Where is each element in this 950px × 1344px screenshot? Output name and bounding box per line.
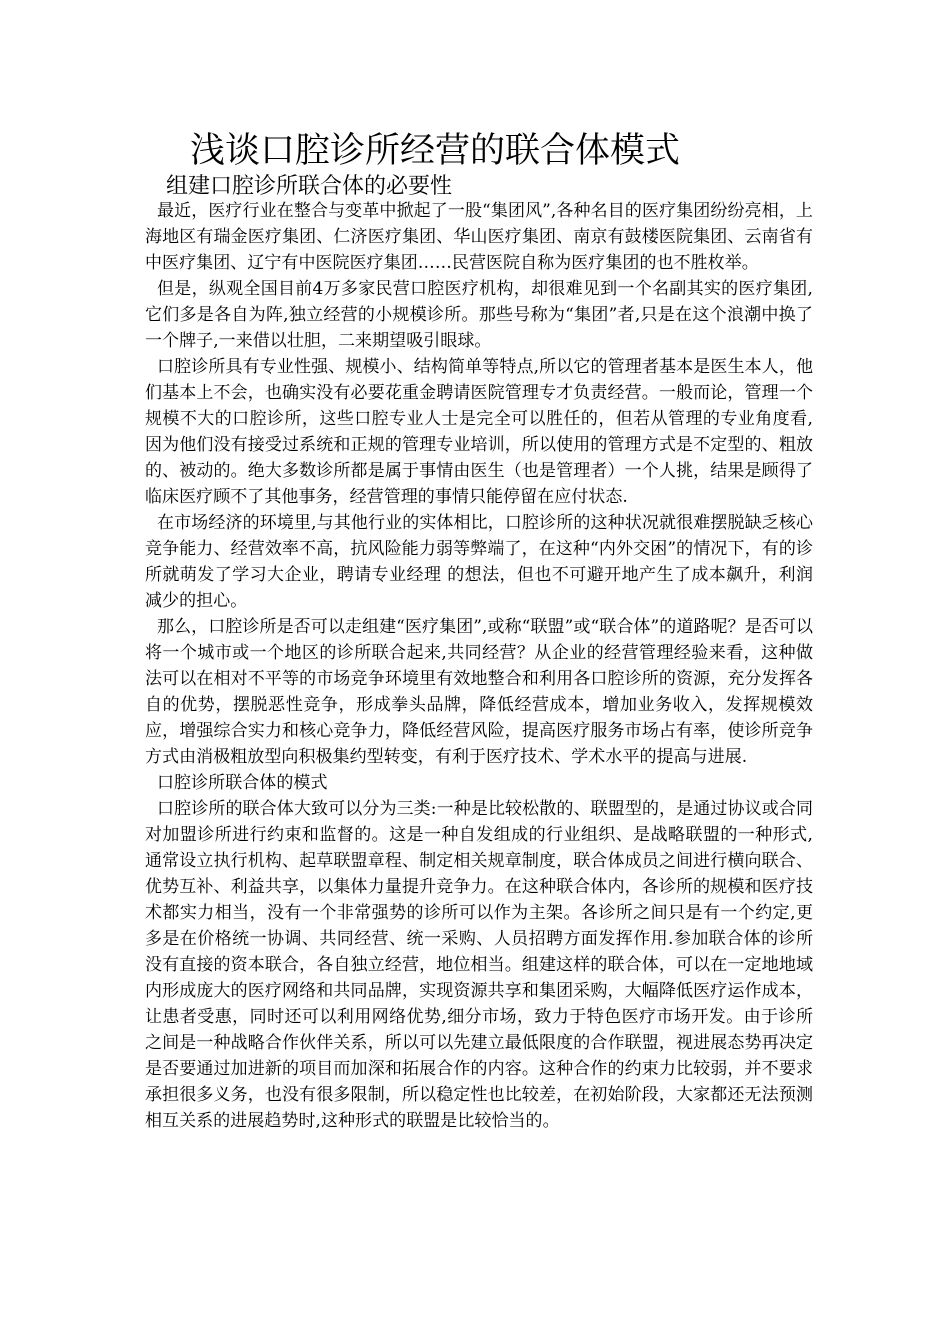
document-body (145, 198, 813, 1134)
document-title: 浅谈口腔诊所经营的联合体模式 (190, 131, 681, 171)
paragraph: 在市场经济的环境里,与其他行业的实体相比，口腔诊所的这种状况就很难摆脱缺乏核心竞争能力、经营效率不高，抗风险能力弱等弊端了，在这种“内外交困”的情况下，有的诊所就萌发了学习大企业，聘请专业经理 的想法，但也不可避开地产生了成本飙升，利润减少的担心。 (145, 513, 813, 611)
section-heading-necessity: 组建口腔诊所联合体的必要性 (166, 174, 453, 199)
section-heading-models: 口腔诊所联合体的模式 (157, 773, 328, 793)
paragraph: 口腔诊所的联合体大致可以分为三类:一种是比较松散的、联盟型的，是通过协议或合同对加盟诊所进行约束和监督的。这是一种自发组成的行业组织、是战略联盟的一种形式,通常设立执行机构、起草联盟章程、制定相关规章制度，联合体成员之间进行横向联合、优势互补、利益共享，以集体力量提升竞争力。在这种联合体内，各诊所的规模和医疗技术都实力相当，没有一个非常强势的诊所可以作为主架。各诊所之间只是有一个约定,更多是在价格统一协调、共同经营、统一采购、人员招聘方面发挥作用.参加联合体的诊所没有直接的资本联合，各自独立经营，地位相当。组建这样的联合体，可以在一定地地域内形成庞大的医疗网络和共同品牌，实现资源共享和集团采购，大幅降低医疗运作成本，让患者受惠，同时还可以利用网络优势,细分市场，致力于特色医疗市场开发。由于诊所之间是一种战略合作伙伴关系，所以可以先建立最低限度的合作联盟，视进展态势再决定是否要通过加进新的项目而加深和拓展合作的内容。这种合作的约束力比较弱，并不要求承担很多义务，也没有很多限制，所以稳定性也比较差，在初始阶段，大家都还无法预测相互关系的进展趋势时,这种形式的联盟是比较恰当的。 (145, 799, 813, 1131)
paragraph: 口腔诊所具有专业性强、规模小、结构简单等特点,所以它的管理者基本是医生本人，他们基本上不会，也确实没有必要花重金聘请医院管理专才负责经营。一般而论，管理一个规模不大的口腔诊所，这些口腔专业人士是完全可以胜任的，但若从管理的专业角度看,因为他们没有接受过系统和正规的管理专业培训，所以使用的管理方式是不定型的、粗放的、被动的。绝大多数诊所都是属于事情由医生（也是管理者）一个人挑，结果是顾得了临床医疗顾不了其他事务，经营管理的事情只能停留在应付状态. (145, 357, 813, 507)
paragraph: 但是，纵观全国目前4万多家民营口腔医疗机构，却很难见到一个名副其实的医疗集团,它们多是各自为阵,独立经营的小规模诊所。那些号称为“集团”者,只是在这个浪潮中换了一个牌子,一来借以壮胆，二来期望吸引眼球。 (145, 279, 813, 351)
paragraph: 最近，医疗行业在整合与变革中掀起了一股“集团风”,各种名目的医疗集团纷纷亮相，上海地区有瑞金医疗集团、仁济医疗集团、华山医疗集团、南京有鼓楼医院集团、云南省有中医疗集团、辽宁有中医院医疗集团……民营医院自称为医疗集团的也不胜枚举。 (145, 201, 813, 273)
paragraph: 那么，口腔诊所是否可以走组建“医疗集团”,或称“联盟”或“联合体”的道路呢？是否可以将一个城市或一个地区的诊所联合起来,共同经营？从企业的经营管理经验来看，这种做法可以在相对不平等的市场竞争环境里有效地整合和利用各口腔诊所的资源，充分发挥各自的优势，摆脱恶性竞争，形成拳头品牌，降低经营成本，增加业务收入，发挥规模效应，增强综合实力和核心竞争力，降低经营风险，提高医疗服务市场占有率，使诊所竞争方式由消极粗放型向积极集约型转变，有利于医疗技术、学术水平的提高与进展. (145, 617, 813, 767)
